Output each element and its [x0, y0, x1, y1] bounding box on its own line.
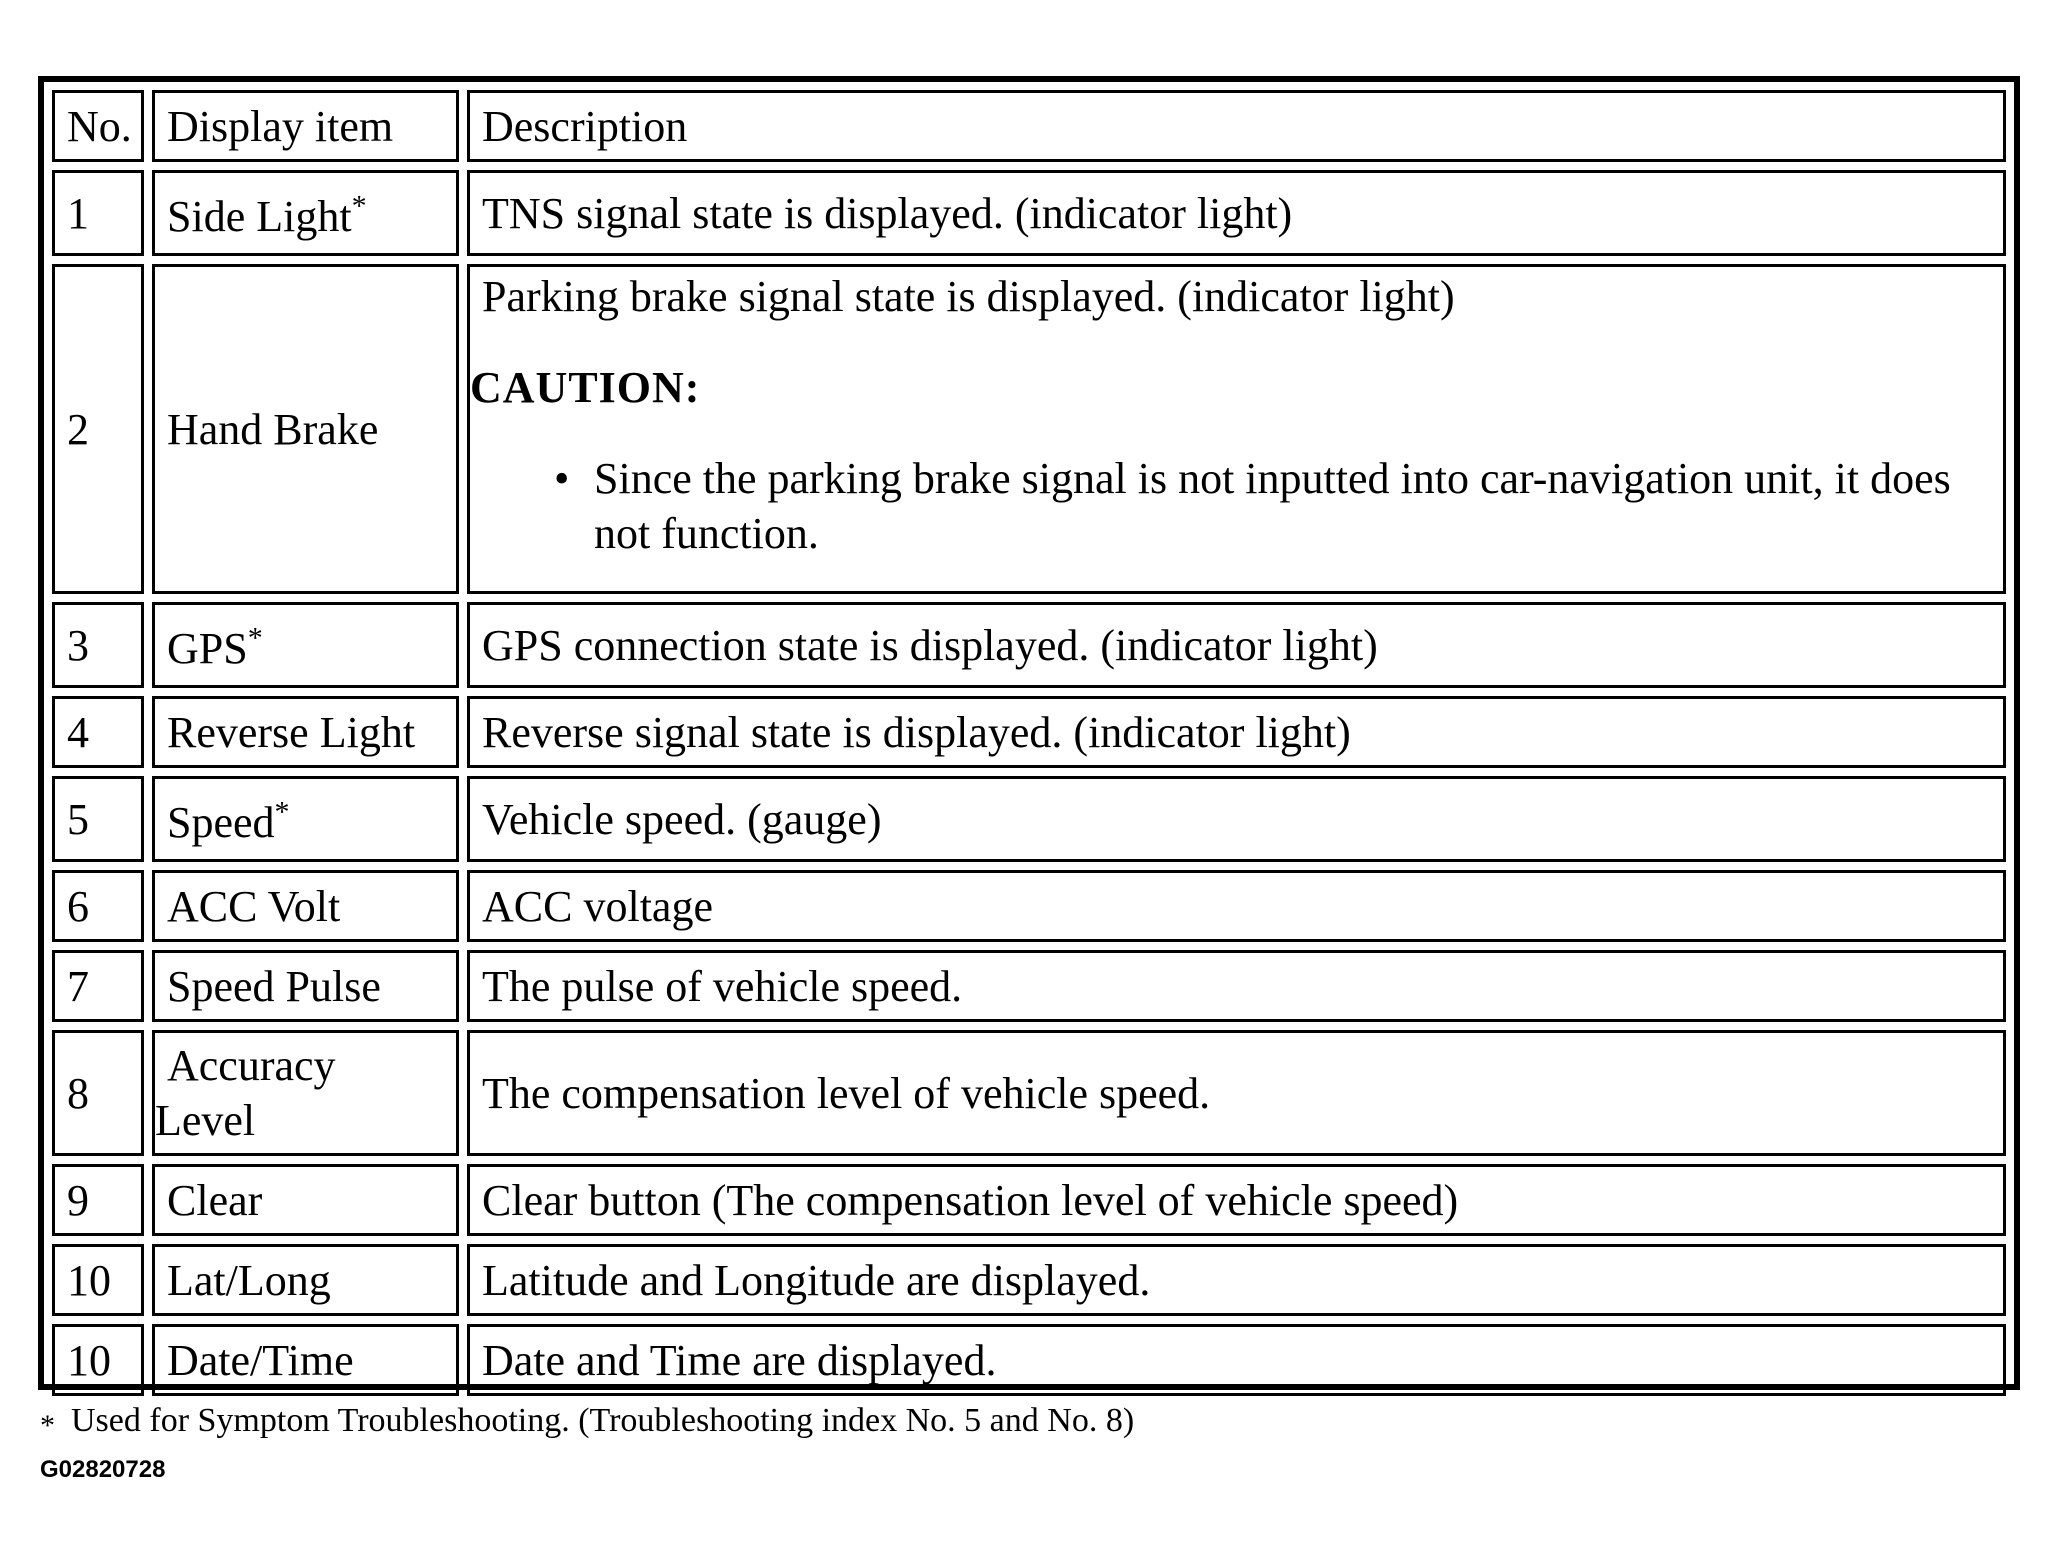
- row-display-item: [152, 776, 459, 862]
- caution-heading: CAUTION:: [470, 363, 701, 412]
- row-no: 5: [52, 776, 144, 862]
- asterisk-mark: *: [351, 188, 367, 222]
- row-description: Reverse signal state is displayed. (indicator light): [467, 696, 2006, 768]
- row-display-item: ACC Volt: [152, 870, 459, 942]
- item-label: Speed: [167, 797, 275, 847]
- row-description: Vehicle speed. (gauge): [467, 776, 2006, 862]
- table-row: [52, 870, 2006, 942]
- row-display-item: Clear: [152, 1164, 459, 1236]
- table-row: [52, 776, 2006, 862]
- asterisk-mark: *: [274, 794, 290, 828]
- row-no: 7: [52, 950, 144, 1022]
- row-description: Latitude and Longitude are displayed.: [467, 1244, 2006, 1316]
- row-description: GPS connection state is displayed. (indicator light): [467, 602, 2006, 688]
- row-display-item: [152, 602, 459, 688]
- row-description: [467, 264, 2006, 594]
- table-row: [52, 1030, 2006, 1156]
- footnote-asterisk: *: [40, 1409, 55, 1442]
- table-row: [52, 602, 2006, 688]
- table-header-row: [52, 90, 2006, 162]
- row-no: 9: [52, 1164, 144, 1236]
- row-display-item: Hand Brake: [152, 264, 459, 594]
- row-description: Clear button (The compensation level of vehicle speed): [467, 1164, 2006, 1236]
- table-row: [52, 170, 2006, 256]
- caution-text: Since the parking brake signal is not inputted into car-navigation unit, it does not function.: [594, 454, 1951, 558]
- row-no: 10: [52, 1324, 144, 1396]
- footnote-text: Used for Symptom Troubleshooting. (Troubleshooting index No. 5 and No. 8): [71, 1402, 1135, 1439]
- row-no: 1: [52, 170, 144, 256]
- footnote: [40, 1402, 1134, 1440]
- bullet-icon: •: [554, 454, 570, 503]
- item-label-line1: Accuracy: [167, 1041, 336, 1090]
- row-display-item: Reverse Light: [152, 696, 459, 768]
- row-display-item: Speed Pulse: [152, 950, 459, 1022]
- row-display-item: [152, 170, 459, 256]
- row-no: 2: [52, 264, 144, 594]
- display-item-table: [44, 82, 2014, 1404]
- table-row: [52, 950, 2006, 1022]
- table-row: [52, 264, 2006, 594]
- row-no: 4: [52, 696, 144, 768]
- table-row: [52, 1324, 2006, 1396]
- row-description: TNS signal state is displayed. (indicator light): [467, 170, 2006, 256]
- caution-list: [482, 451, 1991, 561]
- row-description: ACC voltage: [467, 870, 2006, 942]
- asterisk-mark: *: [247, 620, 263, 654]
- row-no: 10: [52, 1244, 144, 1316]
- row-display-item: Lat/Long: [152, 1244, 459, 1316]
- row-description: The pulse of vehicle speed.: [467, 950, 2006, 1022]
- row-display-item: [152, 1030, 459, 1156]
- header-display-item: Display item: [152, 90, 459, 162]
- header-description: Description: [467, 90, 2006, 162]
- row-description: The compensation level of vehicle speed.: [467, 1030, 2006, 1156]
- row-no: 8: [52, 1030, 144, 1156]
- table-row: [52, 1164, 2006, 1236]
- item-label: GPS: [167, 623, 248, 673]
- item-label: Side Light: [167, 191, 352, 241]
- item-label-line2: Level: [155, 1096, 256, 1145]
- table-row: [52, 1244, 2006, 1316]
- row-description: Date and Time are displayed.: [467, 1324, 2006, 1396]
- row-no: 3: [52, 602, 144, 688]
- header-no: No.: [52, 90, 144, 162]
- figure-id: G02820728: [40, 1456, 166, 1483]
- row-no: 6: [52, 870, 144, 942]
- caution-list-item: [554, 451, 1991, 561]
- description-text: Parking brake signal state is displayed. (indicator light): [482, 272, 1455, 321]
- table-row: [52, 696, 2006, 768]
- row-display-item: Date/Time: [152, 1324, 459, 1396]
